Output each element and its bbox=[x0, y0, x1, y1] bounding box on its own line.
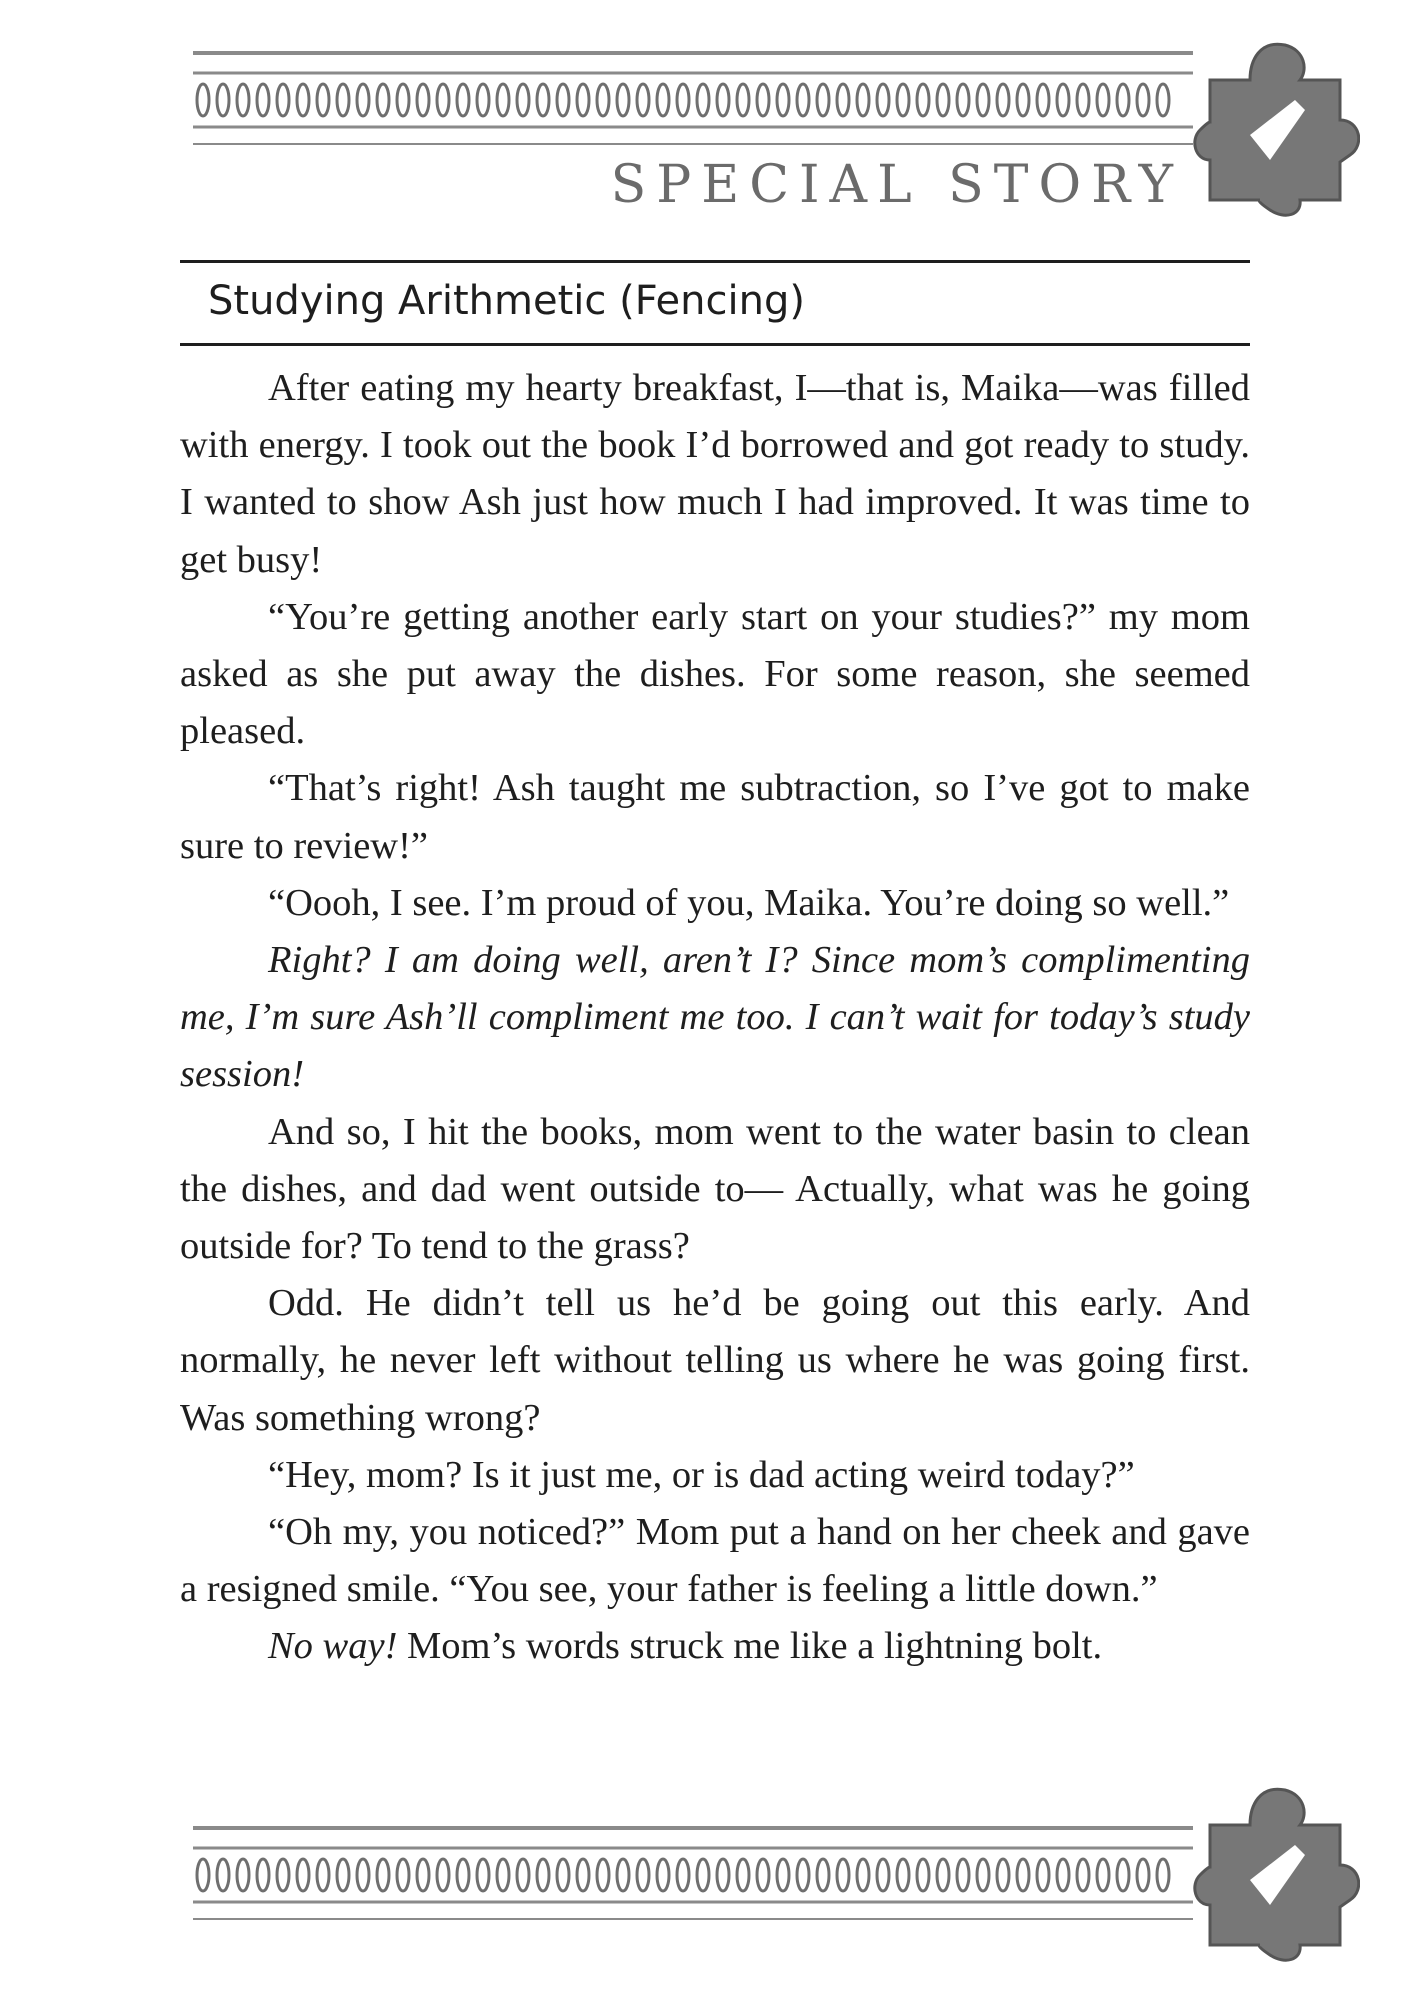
chain-link bbox=[877, 84, 889, 116]
chain-link bbox=[837, 1859, 849, 1891]
italic-exclamation: No way! bbox=[268, 1625, 398, 1668]
paragraph-thought: Right? I am doing well, aren’t I? Since mom’s complimenting me, I’m sure Ash’ll compliment me too. I can’t wait for today’s study session! bbox=[180, 939, 1250, 1096]
chain-link bbox=[957, 1859, 969, 1891]
chain-link bbox=[737, 1859, 749, 1891]
chain-link bbox=[577, 1859, 589, 1891]
chain-link bbox=[697, 84, 709, 116]
chain-link bbox=[237, 84, 249, 116]
chain-link bbox=[417, 84, 429, 116]
chain-link bbox=[397, 1859, 409, 1891]
paragraph: “Oooh, I see. I’m proud of you, Maika. You’re doing so well.” bbox=[268, 881, 1230, 924]
chain-link bbox=[277, 84, 289, 116]
chain-link bbox=[697, 1859, 709, 1891]
chain-link bbox=[717, 1859, 729, 1891]
chain-link bbox=[1137, 84, 1149, 116]
chain-link bbox=[377, 84, 389, 116]
chain-link bbox=[477, 84, 489, 116]
paragraph: “That’s right! Ash taught me subtraction, so I’ve got to make sure to review!” bbox=[180, 767, 1250, 867]
chain-link bbox=[637, 84, 649, 116]
chain-link bbox=[917, 84, 929, 116]
chain-link bbox=[1097, 84, 1109, 116]
chain-link bbox=[1157, 84, 1169, 116]
paragraph-final-rest: Mom’s words struck me like a lightning bolt. bbox=[397, 1625, 1103, 1668]
chain-link bbox=[217, 1859, 229, 1891]
chain-link bbox=[337, 1859, 349, 1891]
chain-link bbox=[977, 84, 989, 116]
chain-link bbox=[497, 84, 509, 116]
chain-link bbox=[977, 1859, 989, 1891]
chain-link bbox=[457, 84, 469, 116]
chain-link bbox=[857, 84, 869, 116]
puzzle-corner-icon bbox=[1190, 1785, 1360, 1965]
chain-link bbox=[597, 84, 609, 116]
paragraph: “Hey, mom? Is it just me, or is dad acting weird today?” bbox=[268, 1453, 1135, 1496]
chain-link bbox=[797, 84, 809, 116]
chain-link bbox=[517, 84, 529, 116]
chain-link bbox=[437, 84, 449, 116]
chain-link bbox=[417, 1859, 429, 1891]
chain-link bbox=[1057, 1859, 1069, 1891]
chain-link bbox=[1017, 84, 1029, 116]
chain-link bbox=[577, 84, 589, 116]
chain-link bbox=[837, 84, 849, 116]
chain-link bbox=[897, 84, 909, 116]
chain-link bbox=[277, 1859, 289, 1891]
chain-link bbox=[217, 84, 229, 116]
chain-link bbox=[197, 1859, 209, 1891]
chapter-title: Studying Arithmetic (Fencing) bbox=[208, 278, 805, 324]
chain-link bbox=[937, 84, 949, 116]
chain-link bbox=[557, 1859, 569, 1891]
chain-link bbox=[637, 1859, 649, 1891]
chain-link bbox=[337, 84, 349, 116]
chain-link bbox=[1157, 1859, 1169, 1891]
bottom-ornament-band bbox=[193, 1820, 1193, 1970]
chain-link bbox=[317, 84, 329, 116]
chain-link bbox=[1037, 84, 1049, 116]
chain-link bbox=[237, 1859, 249, 1891]
chain-link bbox=[297, 1859, 309, 1891]
chain-link bbox=[297, 84, 309, 116]
chain-link bbox=[1017, 1859, 1029, 1891]
chain-link bbox=[1137, 1859, 1149, 1891]
chain-link bbox=[617, 1859, 629, 1891]
chain-link bbox=[817, 84, 829, 116]
chain-link bbox=[397, 84, 409, 116]
chain-link bbox=[1117, 1859, 1129, 1891]
section-header bbox=[0, 150, 1407, 220]
chain-link bbox=[777, 84, 789, 116]
chain-link bbox=[757, 1859, 769, 1891]
chain-link bbox=[897, 1859, 909, 1891]
chain-link bbox=[537, 1859, 549, 1891]
chain-link bbox=[517, 1859, 529, 1891]
paragraph: And so, I hit the books, mom went to the water basin to clean the dishes, and dad went outside to— Actually, what was he going outside for? To tend to the grass? bbox=[180, 1110, 1250, 1268]
chain-link bbox=[777, 1859, 789, 1891]
chain-link bbox=[357, 1859, 369, 1891]
chain-link bbox=[1077, 1859, 1089, 1891]
bottom-chain-border bbox=[193, 1820, 1193, 1920]
chain-link bbox=[717, 84, 729, 116]
chain-link bbox=[1057, 84, 1069, 116]
chain-link bbox=[797, 1859, 809, 1891]
paragraph: After eating my hearty breakfast, I—that is, Maika—was filled with energy. I took out the book I’d borrowed and got ready to study. I wanted to show Ash just how much I had improved. It was time to get busy! bbox=[180, 367, 1250, 581]
chain-link bbox=[1037, 1859, 1049, 1891]
chain-link bbox=[677, 1859, 689, 1891]
paragraph: Odd. He didn’t tell us he’d be going out this early. And normally, he never left without telling us where he was going first. Was something wrong? bbox=[180, 1282, 1250, 1439]
chain-link bbox=[677, 84, 689, 116]
chain-link bbox=[537, 84, 549, 116]
chain-link bbox=[937, 1859, 949, 1891]
chain-link bbox=[597, 1859, 609, 1891]
chain-link bbox=[197, 84, 209, 116]
chain-link bbox=[917, 1859, 929, 1891]
section-label: SPECIAL STORY bbox=[610, 155, 1183, 215]
chain-link bbox=[257, 1859, 269, 1891]
chain-link bbox=[857, 1859, 869, 1891]
chain-link bbox=[437, 1859, 449, 1891]
chain-link bbox=[497, 1859, 509, 1891]
chain-link bbox=[657, 1859, 669, 1891]
top-chain-border bbox=[193, 45, 1193, 145]
paragraph-final bbox=[180, 1618, 1250, 1675]
chain-link bbox=[457, 1859, 469, 1891]
chain-link bbox=[477, 1859, 489, 1891]
chain-link bbox=[997, 84, 1009, 116]
chain-link bbox=[1117, 84, 1129, 116]
chain-link bbox=[877, 1859, 889, 1891]
chain-link bbox=[737, 84, 749, 116]
chain-link bbox=[997, 1859, 1009, 1891]
chain-link bbox=[1077, 84, 1089, 116]
chain-link bbox=[757, 84, 769, 116]
paragraph: “You’re getting another early start on your studies?” my mom asked as she put away the dishes. For some reason, she seemed pleased. bbox=[180, 595, 1250, 753]
chain-link bbox=[817, 1859, 829, 1891]
chain-link bbox=[1097, 1859, 1109, 1891]
chain-link bbox=[357, 84, 369, 116]
chain-link bbox=[257, 84, 269, 116]
chain-link bbox=[317, 1859, 329, 1891]
paragraph: “Oh my, you noticed?” Mom put a hand on her cheek and gave a resigned smile. “You see, your father is feeling a little down.” bbox=[180, 1511, 1250, 1611]
chain-link bbox=[377, 1859, 389, 1891]
chain-link bbox=[557, 84, 569, 116]
body-text bbox=[180, 360, 1250, 1676]
chain-link bbox=[657, 84, 669, 116]
chain-link bbox=[957, 84, 969, 116]
chain-link bbox=[617, 84, 629, 116]
chapter-title-box bbox=[180, 260, 1250, 346]
